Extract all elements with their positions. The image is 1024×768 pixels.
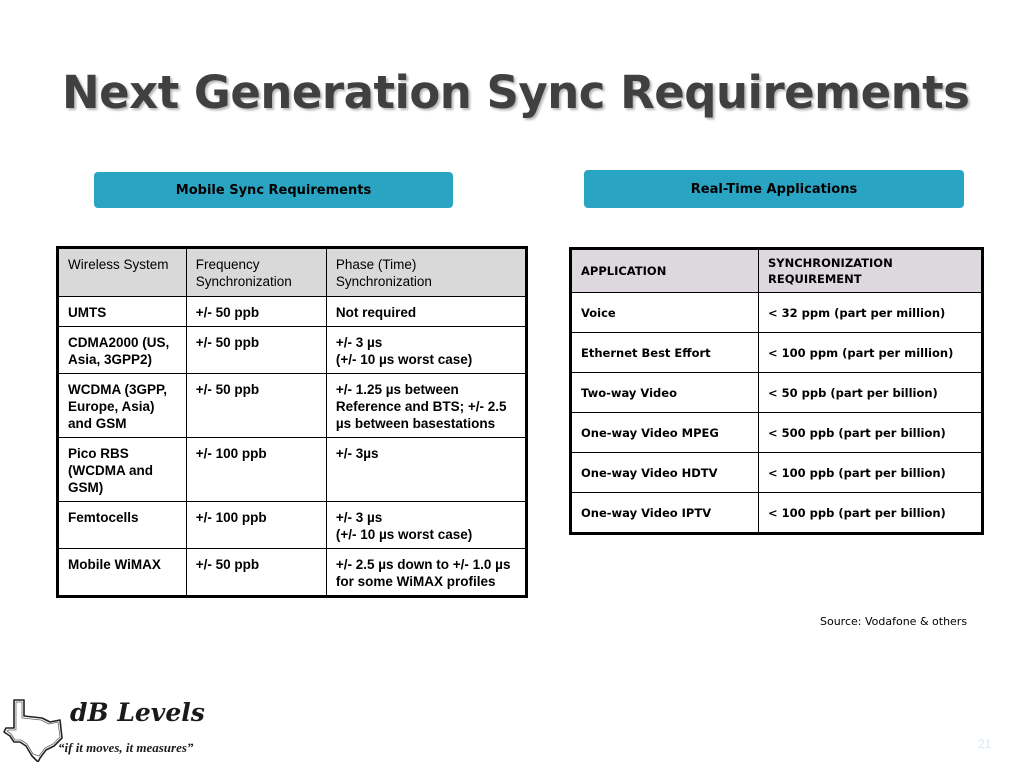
table-cell: WCDMA (3GPP, Europe, Asia) and GSM: [58, 374, 187, 438]
table-row: [58, 502, 527, 549]
table-row: [571, 453, 983, 493]
table-row: [58, 327, 527, 374]
table-cell: +/- 3 µs (+/- 10 µs worst case): [326, 502, 526, 549]
table-cell: One-way Video HDTV: [571, 453, 759, 493]
table-cell: < 100 ppb (part per billion): [759, 493, 983, 534]
table-cell: < 50 ppb (part per billion): [759, 373, 983, 413]
table-row: [58, 374, 527, 438]
header-cell: APPLICATION: [571, 249, 759, 293]
table-cell: < 100 ppb (part per billion): [759, 453, 983, 493]
table-cell: +/- 3 µs (+/- 10 µs worst case): [326, 327, 526, 374]
table-cell: UMTS: [58, 297, 187, 327]
table-cell: +/- 50 ppb: [186, 297, 326, 327]
table-cell: Femtocells: [58, 502, 187, 549]
table-row: [571, 293, 983, 333]
table-row: [571, 373, 983, 413]
table-cell: < 100 ppm (part per million): [759, 333, 983, 373]
page-number: 21: [978, 737, 992, 751]
table-cell: One-way Video IPTV: [571, 493, 759, 534]
table-cell: Pico RBS (WCDMA and GSM): [58, 438, 187, 502]
db-levels-logo: [2, 698, 205, 764]
table-cell: +/- 2.5 µs down to +/- 1.0 µs for some WiMAX profiles: [326, 549, 526, 597]
table-cell: < 32 ppm (part per million): [759, 293, 983, 333]
table-row: [58, 438, 527, 502]
table-cell: < 500 ppb (part per billion): [759, 413, 983, 453]
logo-tagline: “if it moves, it measures”: [58, 740, 194, 755]
logo-name: dB Levels: [70, 698, 205, 727]
source-note: Source: Vodafone & others: [820, 615, 968, 628]
header-cell: SYNCHRONIZATION REQUIREMENT: [759, 249, 983, 293]
table-cell: One-way Video MPEG: [571, 413, 759, 453]
table-header-row: [58, 248, 527, 297]
realtime-apps-table: [569, 247, 984, 535]
table-row: [571, 493, 983, 534]
table-row: [58, 297, 527, 327]
table-cell: +/- 50 ppb: [186, 549, 326, 597]
header-cell: Wireless System: [58, 248, 187, 297]
table-header-row: [571, 249, 983, 293]
table-cell: Not required: [326, 297, 526, 327]
mobile-sync-table: [56, 246, 528, 598]
table-cell: Ethernet Best Effort: [571, 333, 759, 373]
table-cell: +/- 50 ppb: [186, 374, 326, 438]
table-cell: Mobile WiMAX: [58, 549, 187, 597]
table-cell: Two-way Video: [571, 373, 759, 413]
table-cell: +/- 3µs: [326, 438, 526, 502]
table-cell: +/- 100 ppb: [186, 502, 326, 549]
texas-outline-icon: [2, 698, 64, 762]
table-row: [571, 413, 983, 453]
realtime-apps-header: Real-Time Applications: [584, 170, 964, 208]
table-cell: +/- 1.25 µs between Reference and BTS; +/- 2.5 µs between basestations: [326, 374, 526, 438]
mobile-sync-header: Mobile Sync Requirements: [94, 172, 453, 208]
table-cell: +/- 100 ppb: [186, 438, 326, 502]
header-cell: Phase (Time) Synchronization: [326, 248, 526, 297]
table-row: [571, 333, 983, 373]
slide-title: Next Generation Sync Requirements: [62, 66, 970, 119]
table-cell: +/- 50 ppb: [186, 327, 326, 374]
table-row: [58, 549, 527, 597]
table-cell: Voice: [571, 293, 759, 333]
header-cell: Frequency Synchronization: [186, 248, 326, 297]
table-cell: CDMA2000 (US, Asia, 3GPP2): [58, 327, 187, 374]
